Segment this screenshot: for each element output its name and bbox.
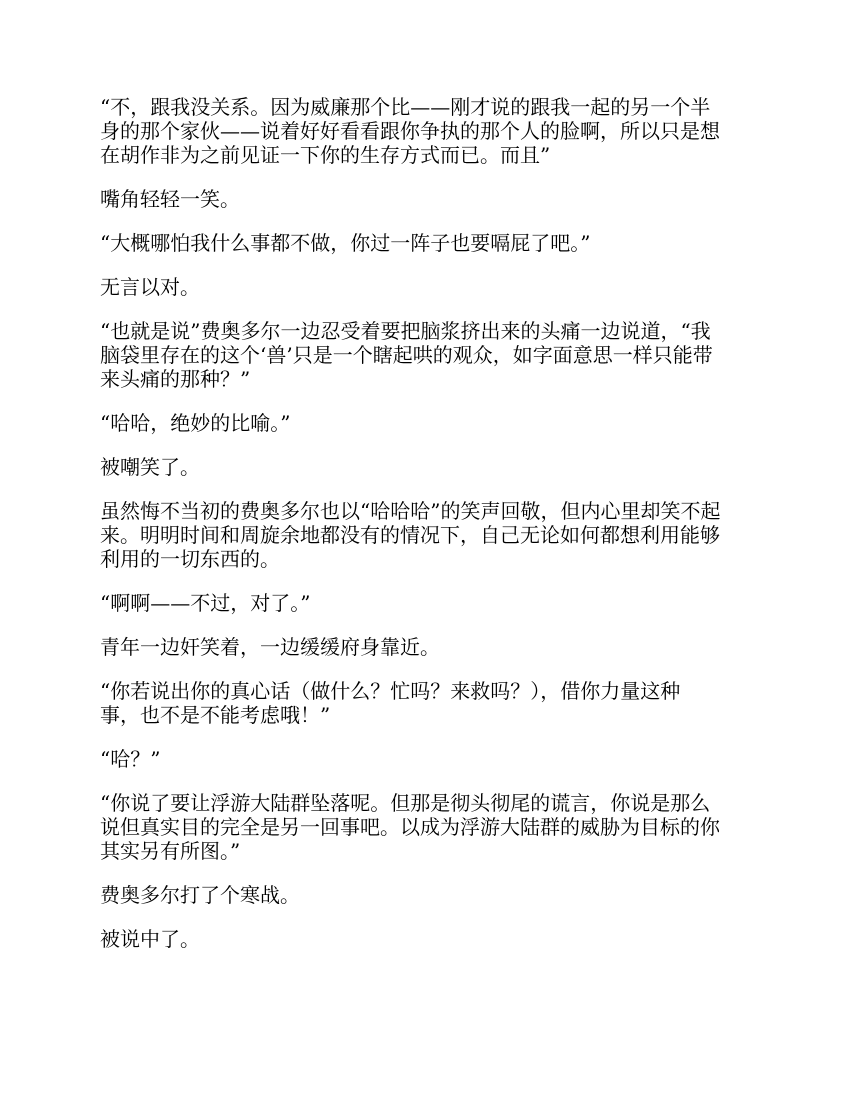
paragraph-9 (100, 591, 752, 615)
paragraph-11 (100, 679, 752, 727)
text-line: 被嘲笑了。 (100, 455, 200, 479)
text-line: “啊啊——不过，对了。” (100, 591, 311, 615)
text-line: 来头痛的那种？” (100, 367, 251, 391)
text-line: “大概哪怕我什么事都不做，你过一阵子也要嗝屁了吧。” (100, 231, 591, 255)
text-line: “哈？” (100, 747, 161, 771)
text-line: 事，也不是不能考虑哦！” (100, 703, 331, 727)
text-line: “你说了要让浮游大陆群坠落呢。但那是彻头彻尾的谎言，你说是那么 (100, 791, 711, 815)
text-line: 无言以对。 (100, 275, 200, 299)
paragraph-6 (100, 411, 752, 435)
text-line: “你若说出你的真心话（做什么？忙吗？来救吗？），借你力量这种 (100, 679, 681, 703)
text-line: 说但真实目的完全是另一回事吧。以成为浮游大陆群的威胁为目标的你 (100, 815, 720, 839)
paragraph-1 (100, 95, 752, 167)
paragraph-2 (100, 187, 752, 211)
paragraph-13 (100, 791, 752, 863)
paragraph-8 (100, 499, 752, 571)
text-line: 身的那个家伙——说着好好看看跟你争执的那个人的脸啊，所以只是想 (100, 119, 720, 143)
text-line: 其实另有所图。” (100, 839, 241, 863)
text-line: “也就是说”费奥多尔一边忍受着要把脑浆挤出来的头痛一边说道，“我 (100, 319, 711, 343)
text-line: 青年一边奸笑着，一边缓缓府身靠近。 (100, 635, 440, 659)
text-line: 来。明明时间和周旋余地都没有的情况下，自己无论如何都想利用能够 (100, 523, 720, 547)
text-line: 虽然悔不当初的费奥多尔也以“哈哈哈”的笑声回敬，但内心里却笑不起 (100, 499, 721, 523)
text-line: 被说中了。 (100, 927, 200, 951)
text-line: 脑袋里存在的这个‘兽’只是一个瞎起哄的观众，如字面意思一样只能带 (100, 343, 713, 367)
paragraph-5 (100, 319, 752, 391)
text-line: “不，跟我没关系。因为威廉那个比——刚才说的跟我一起的另一个半 (100, 95, 711, 119)
paragraph-12 (100, 747, 752, 771)
paragraph-7 (100, 455, 752, 479)
text-line: “哈哈，绝妙的比喻。” (100, 411, 291, 435)
text-line: 利用的一切东西的。 (100, 547, 280, 571)
text-line: 在胡作非为之前见证一下你的生存方式而已。而且” (100, 143, 551, 167)
text-line: 嘴角轻轻一笑。 (100, 187, 240, 211)
paragraph-4 (100, 275, 752, 299)
paragraph-3 (100, 231, 752, 255)
paragraph-10 (100, 635, 752, 659)
text-line: 费奥多尔打了个寒战。 (100, 883, 300, 907)
paragraph-14 (100, 883, 752, 907)
paragraph-15 (100, 927, 752, 951)
